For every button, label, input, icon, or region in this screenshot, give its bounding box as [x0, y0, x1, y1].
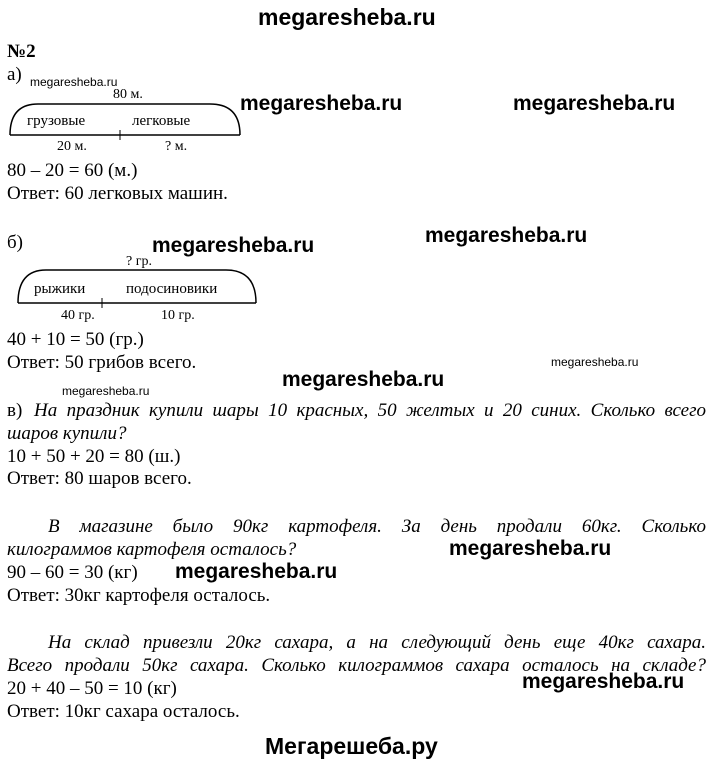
- part-v-problem-line2: шаров купили?: [7, 423, 127, 444]
- part-a-equation: 80 – 20 = 60 (м.): [7, 160, 138, 181]
- sugar-problem-line1: На склад привезли 20кг сахара, а на следующий день еще 40кг сахара.: [48, 632, 706, 653]
- part-a-label: а): [7, 64, 22, 85]
- watermark: megaresheba.ru: [30, 75, 118, 89]
- potato-problem-line1: В магазине было 90кг картофеля. За день продали 60кг. Сколько: [48, 516, 706, 537]
- watermark: megaresheba.ru: [522, 670, 685, 693]
- part-b-below2: 10 гр.: [161, 308, 195, 323]
- part-a-segment1: грузовые: [27, 113, 86, 129]
- watermark: megaresheba.ru: [425, 224, 588, 247]
- part-v-answer: Ответ: 80 шаров всего.: [7, 468, 192, 489]
- part-v-problem-line1: На праздник купили шары 10 красных, 50 желтых и 20 синих. Сколько всего: [34, 400, 706, 421]
- part-v-label: в): [7, 400, 23, 421]
- watermark: megaresheba.ru: [240, 92, 403, 115]
- part-b-segment1: рыжики: [34, 281, 86, 297]
- footer-brand[interactable]: Мегарешеба.ру: [265, 733, 438, 759]
- watermark: megaresheba.ru: [152, 234, 315, 257]
- potato-problem-line2: килограммов картофеля осталось?: [7, 539, 297, 560]
- part-a-total-label: 80 м.: [113, 87, 143, 102]
- site-header[interactable]: megaresheba.ru: [258, 4, 436, 30]
- part-v-equation: 10 + 50 + 20 = 80 (ш.): [7, 446, 181, 467]
- part-b-total-label: ? гр.: [126, 254, 152, 269]
- part-b-segment2: подосиновики: [126, 281, 218, 297]
- watermark: megaresheba.ru: [513, 92, 676, 115]
- part-b-label: б): [7, 232, 23, 253]
- problem-number: №2: [7, 41, 36, 62]
- watermark: megaresheba.ru: [62, 384, 150, 398]
- part-a-answer: Ответ: 60 легковых машин.: [7, 183, 228, 204]
- sugar-answer: Ответ: 10кг сахара осталось.: [7, 701, 240, 722]
- watermark: megaresheba.ru: [551, 355, 639, 369]
- part-a-segment2: легковые: [132, 113, 191, 129]
- watermark: megaresheba.ru: [449, 537, 612, 560]
- part-a-below2: ? м.: [165, 139, 188, 154]
- sugar-problem-line2: Всего продали 50кг сахара. Сколько килограммов сахара осталось на складе?: [7, 655, 706, 676]
- sugar-equation: 20 + 40 – 50 = 10 (кг): [7, 678, 177, 699]
- watermark: megaresheba.ru: [175, 560, 338, 583]
- part-b-below1: 40 гр.: [61, 308, 95, 323]
- part-b-answer: Ответ: 50 грибов всего.: [7, 352, 197, 373]
- part-a-below1: 20 м.: [57, 139, 87, 154]
- potato-equation: 90 – 60 = 30 (кг): [7, 562, 138, 583]
- watermark: megaresheba.ru: [282, 368, 445, 391]
- part-b-equation: 40 + 10 = 50 (гр.): [7, 329, 144, 350]
- potato-answer: Ответ: 30кг картофеля осталось.: [7, 585, 271, 606]
